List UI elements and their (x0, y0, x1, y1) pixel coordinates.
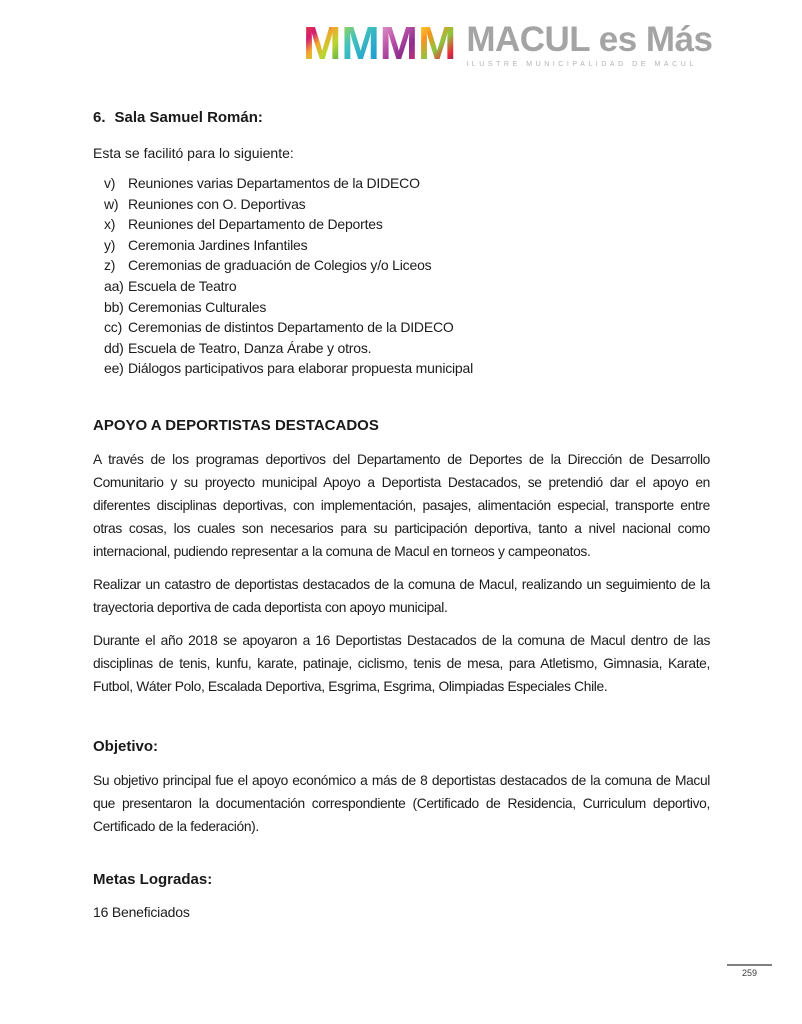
list-item-text: Reuniones del Departamento de Deportes (128, 216, 383, 233)
list-marker: bb) (104, 298, 124, 315)
section-apoyo-deportistas (93, 417, 710, 698)
logo-mmmm-icon (303, 17, 456, 69)
macul-logo (303, 17, 713, 69)
list-item (104, 235, 721, 256)
metas-result: 16 Beneficiados (93, 904, 190, 920)
objetivo-heading: Objetivo: (93, 738, 159, 755)
page-number: 259 (741, 968, 758, 978)
logo-title: MACUL es Más (466, 20, 713, 59)
list-marker: z) (104, 257, 116, 274)
list-item-text: Escuela de Teatro (128, 277, 237, 294)
metas-heading: Metas Logradas: (93, 871, 213, 888)
list-item-text: Ceremonias Culturales (128, 298, 267, 315)
list-marker: aa) (104, 277, 124, 294)
list-marker: dd) (104, 339, 124, 356)
section-number: 6. (93, 109, 106, 126)
objetivo-paragraph: Su objetivo principal fue el apoyo económico a más de 8 deportistas destacados de la comuna de Macul que presentaron la documentación correspondiente (Certificado de Residencia, Curriculum deportivo, Certificado de la federación). (93, 773, 710, 834)
list-item (104, 173, 721, 194)
list-item-text: Diálogos participativos para elaborar propuesta municipal (128, 360, 474, 377)
logo-m-icon: M (379, 17, 417, 69)
section-title: Sala Samuel Román: (114, 109, 263, 126)
logo-m-icon: M (303, 17, 341, 69)
list-item-text: Reuniones con O. Deportivas (128, 195, 306, 212)
apoyo-paragraph: Durante el año 2018 se apoyaron a 16 Deportistas Destacados de la comuna de Macul dentro de las disciplinas de tenis, kunfu, karate, patinaje, ciclismo, tenis de mesa, para Atletismo, Gimnasia, Karate, Futbol, Wáter Polo, Escalada Deportiva, Esgrima, Esgrima, Olimpiadas Especiales Chile. (93, 633, 710, 694)
list-item (104, 297, 721, 318)
logo-subtitle: ILUSTRE MUNICIPALIDAD DE MACUL (466, 61, 697, 68)
list-item (104, 338, 721, 359)
list-item-text: Escuela de Teatro, Danza Árabe y otros. (128, 339, 372, 356)
list-item (104, 276, 721, 297)
intro-text: Esta se facilitó para lo siguiente: (93, 145, 294, 161)
list-marker: x) (104, 216, 116, 233)
list-marker: y) (104, 236, 116, 253)
apoyo-heading: APOYO A DEPORTISTAS DESTACADOS (93, 417, 379, 434)
list-marker: cc) (104, 319, 123, 336)
list-marker: w) (104, 195, 119, 212)
list-item-text: Reuniones varias Departamentos de la DIDECO (128, 175, 420, 191)
section-objetivo (93, 738, 710, 838)
apoyo-paragraph: Realizar un catastro de deportistas destacados de la comuna de Macul, realizando un seguimiento de la trayectoria deportiva de cada deportista con apoyo municipal. (93, 577, 710, 615)
list-item-text: Ceremonia Jardines Infantiles (128, 236, 308, 253)
list-item (104, 358, 721, 379)
lettered-list (93, 173, 721, 379)
list-item (104, 214, 721, 235)
logo-text (466, 20, 712, 68)
apoyo-paragraph: A través de los programas deportivos del Departamento de Deportes de la Dirección de Desarrollo Comunitario y su proyecto municipal Apoyo a Deportista Destacados, se pretendió dar el apoyo en diferentes disciplinas deportivas, con implementación, pasajes, alimentación especial, transporte entre otras cosas, los cuales son necesarios para su participación deportiva, tanto a nivel nacional como internacional, pudiendo representar a la comuna de Macul en torneos y campeonatos. (93, 452, 710, 559)
list-marker: ee) (104, 360, 124, 377)
section-heading (93, 109, 710, 127)
section-metas-logradas (93, 871, 710, 921)
footer-divider (727, 964, 772, 966)
list-item (104, 255, 721, 276)
list-item-text: Ceremonias de graduación de Colegios y/o Liceos (128, 257, 432, 274)
logo-m-icon: M (417, 17, 456, 69)
list-marker: v) (104, 175, 116, 191)
list-item (104, 317, 721, 338)
list-item-text: Ceremonias de distintos Departamento de la DIDECO (128, 319, 454, 336)
logo-m-icon: M (341, 17, 379, 69)
list-item (104, 194, 721, 215)
